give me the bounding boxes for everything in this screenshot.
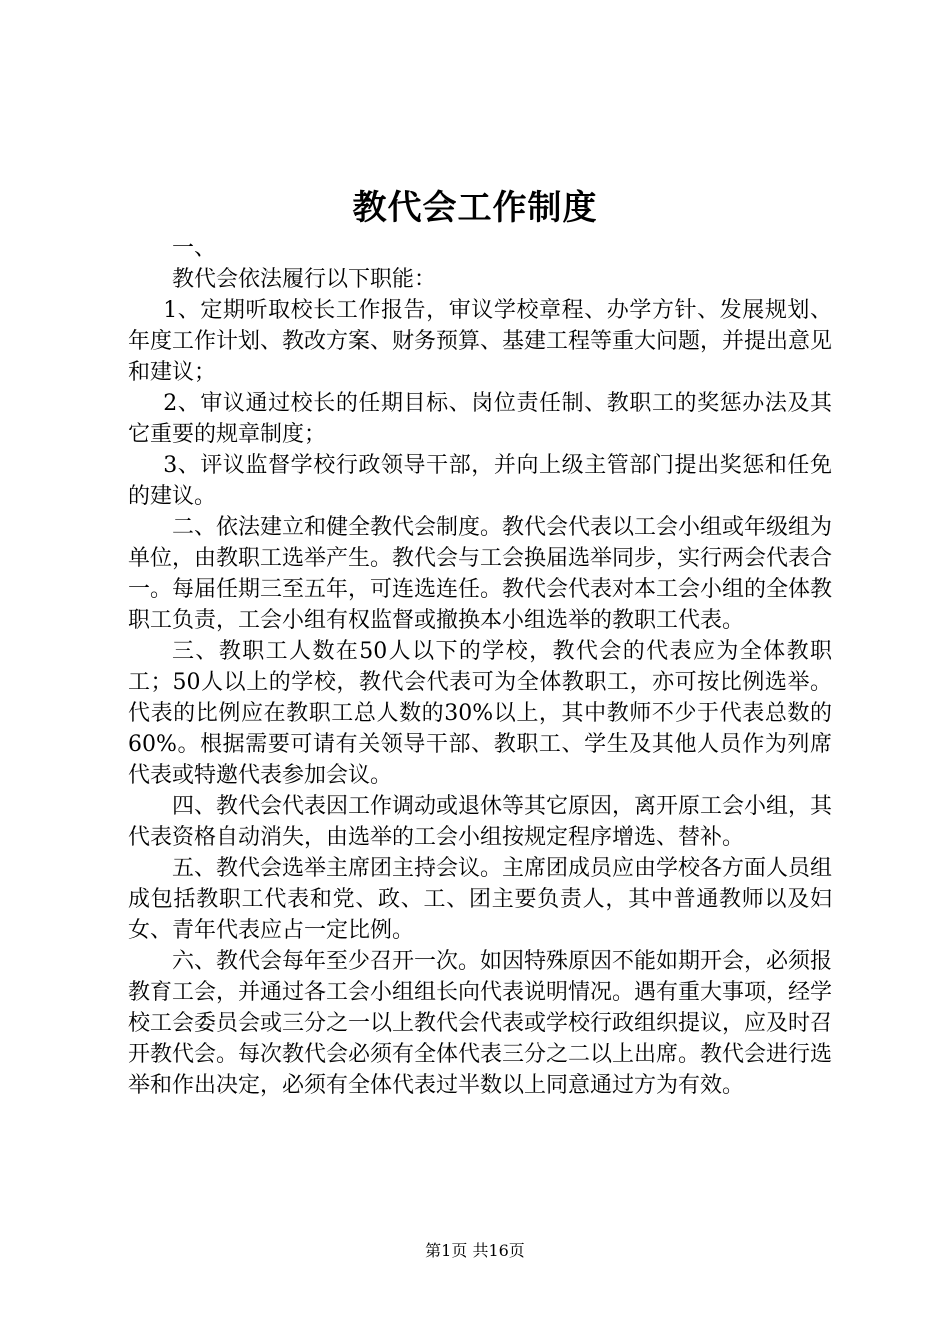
- paragraph-duties-intro: 教代会依法履行以下职能：: [172, 267, 437, 292]
- document-title: 教代会工作制度: [352, 188, 598, 228]
- paragraph-section-4: 四、教代会代表因工作调动或退休等其它原因，离开原工会小组，其代表资格自动消失，由选举的工会小组按规定程序增选、替补。: [128, 794, 833, 850]
- paragraph-duty-2: 2、审议通过校长的任期目标、岗位责任制、教职工的奖惩办法及其它重要的规章制度；: [128, 391, 832, 447]
- paragraph-heading-1: 一、: [172, 236, 217, 261]
- paragraph-duty-1: 1、定期听取校长工作报告，审议学校章程、办学方针、发展规划、年度工作计划、教改方案、财务预算、基建工程等重大问题，并提出意见和建议；: [128, 298, 833, 385]
- document-body: [128, 233, 832, 1101]
- paragraph-duty-3: 3、评议监督学校行政领导干部，并向上级主管部门提出奖惩和任免的建议。: [128, 453, 832, 509]
- page-footer: 第1页 共16页: [425, 1241, 525, 1260]
- paragraph-section-2: 二、依法建立和健全教代会制度。教代会代表以工会小组或年级组为单位，由教职工选举产生。教代会与工会换届选举同步，实行两会代表合一。每届任期三至五年，可连选连任。教代会代表对本工会小组的全体教职工负责，工会小组有权监督或撤换本小组选举的教职工代表。: [128, 515, 833, 633]
- paragraph-section-3: 三、教职工人数在50人以下的学校，教代会的代表应为全体教职工；50人以上的学校，教代会代表可为全体教职工，亦可按比例选举。代表的比例应在教职工总人数的30%以上，其中教师不少于代表总数的60%。根据需要可请有关领导干部、教职工、学生及其他人员作为列席代表或特邀代表参加会议。: [128, 639, 832, 788]
- paragraph-section-6: 六、教代会每年至少召开一次。如因特殊原因不能如期开会，必须报教育工会，并通过各工会小组组长向代表说明情况。遇有重大事项，经学校工会委员会或三分之一以上教代会代表或学校行政组织提议，应及时召开教代会。每次教代会必须有全体代表三分之二以上出席。教代会进行选举和作出决定，必须有全体代表过半数以上同意通过方为有效。: [128, 949, 833, 1098]
- paragraph-section-5: 五、教代会选举主席团主持会议。主席团成员应由学校各方面人员组成包括教职工代表和党、政、工、团主要负责人，其中普通教师以及妇女、青年代表应占一定比例。: [128, 856, 833, 943]
